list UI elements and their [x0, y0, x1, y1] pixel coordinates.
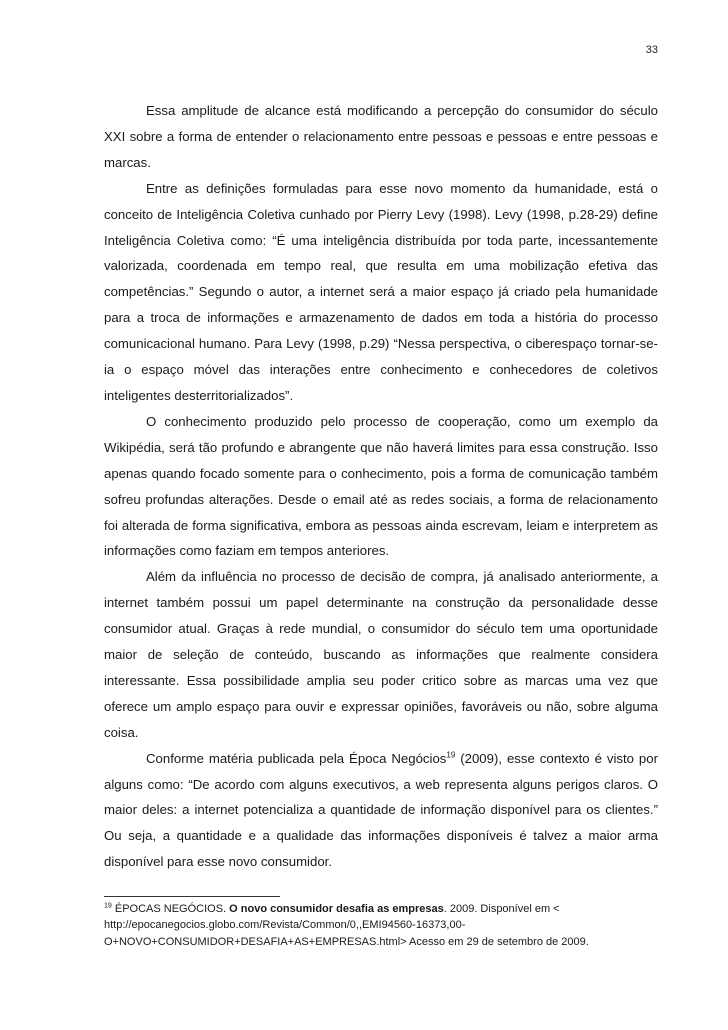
paragraph-4: Além da influência no processo de decisão de compra, já analisado anteriormente, a internet também possui um papel determinante na construção da personalidade desse consumidor atual. Graças à rede mundial, o consumidor do século tem uma oportunidade maior de seleção de conteúdo, buscando as informações que realmente considera interessante. Essa possibilidade amplia seu poder critico sobre as marcas uma vez que oferece um amplo espaço para ouvir e expressar opiniões, favoráveis ou não, sobre alguma coisa. — [104, 569, 658, 740]
footnote-separator — [104, 896, 280, 897]
footnote-url-line-1[interactable]: http://epocanegocios.globo.com/Revista/Common/0,,EMI94560-16373,00- — [104, 919, 466, 932]
footnote-reference: 19 — [446, 750, 456, 760]
paragraph-1: Essa amplitude de alcance está modificando a percepção do consumidor do século XXI sobre a forma de entender o relacionamento entre pessoas e pessoas e entre pessoas e marcas. — [104, 103, 658, 170]
footnote-line-1 — [104, 901, 664, 917]
paragraph-5-start: Conforme matéria publicada pela Época Negócios — [146, 750, 447, 766]
footnote-after-title: . 2009. Disponível em < — [443, 903, 560, 915]
paragraph-3: O conhecimento produzido pelo processo de cooperação, como um exemplo da Wikipédia, será tão profundo e abrangente que não haverá limites para essa construção. Isso apenas quando focado somente para o conhecimento, pois a forma de comunicação também sofreu profundas alterações. Desde o email até as redes sociais, a forma de relacionamento foi alterada de forma significativa, embora as pessoas ainda escrevam, leiam e interpretem as informações como faziam em tempos anteriores. — [104, 413, 658, 559]
footnote-title: O novo consumidor desafia as empresas — [229, 903, 444, 915]
body-text — [104, 98, 658, 875]
footnote-number: 19 — [104, 902, 112, 910]
paragraph-5 — [104, 746, 658, 876]
paragraph-2: Entre as definições formuladas para esse novo momento da humanidade, está o conceito de Inteligência Coletiva cunhado por Pierry Levy (1998). Levy (1998, p.28-29) define Inteligência Coletiva como: “É uma inteligência distribuída por toda parte, incessantemente valorizada, coordenada em tempo real, que resulta em uma mobilização efetiva das competências.” Segundo o autor, a internet será a maior espaço já criado pela humanidade para a troca de informações e armazenamento de dados em toda a história do processo comunicacional humano. Para Levy (1998, p.29) “Nessa perspectiva, o ciberespaço tornar-se-ia o espaço móvel das interações entre conhecimento e conhecedores de coletivos inteligentes desterritorializados”. — [104, 180, 658, 403]
footnote-url-line-2[interactable]: O+NOVO+CONSUMIDOR+DESAFIA+AS+EMPRESAS.html> Acesso em 29 de setembro de 2009. — [104, 935, 589, 948]
paragraph-5-end: (2009), esse contexto é visto por alguns como: “De acordo com alguns executivos, a web representa alguns perigos claros. O maior deles: a internet potencializa a quantidade de informação disponível para os clientes.” Ou seja, a quantidade e a qualidade das informações disponíveis é talvez a maior arma disponível para esse novo consumidor. — [104, 750, 658, 870]
page-number: 33 — [645, 44, 658, 56]
footnote-source: ÉPOCAS NEGÓCIOS. — [111, 903, 230, 915]
footnote — [104, 901, 664, 950]
